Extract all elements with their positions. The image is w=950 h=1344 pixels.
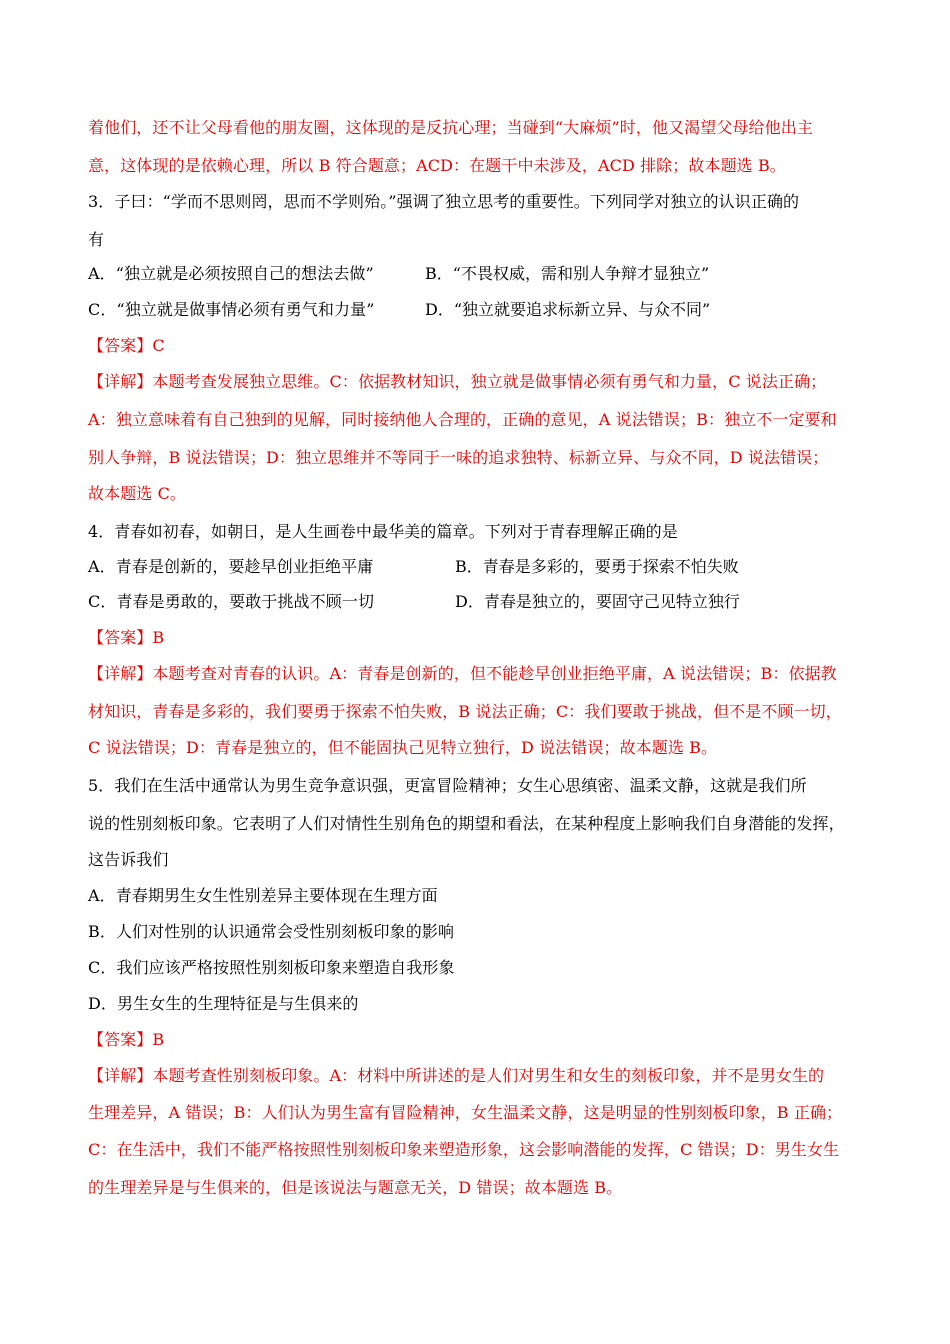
q3-stem-line-1: 3．子曰：“学而不思则罔，思而不学则殆。”强调了独立思考的重要性。下列同学对独立的认识正确的 (88, 192, 800, 211)
q3-option-d: D．“独立就要追求标新立异、与众不同” (425, 300, 711, 319)
q5-stem-line-2: 说的性别刻板印象。它表明了人们对情性生别角色的期望和看法，在某种程度上影响我们自身潜能的发挥， (88, 814, 845, 833)
q5-option-a: A．青春期男生女生性别差异主要体现在生理方面 (88, 886, 438, 905)
q4-option-a: A．青春是创新的，要趁早创业拒绝平庸 (88, 557, 374, 576)
q4-explanation-line-3: C 说法错误；D：青春是独立的，但不能固执己见特立独行，D 说法错误；故本题选 B。 (88, 738, 718, 757)
q3-option-b: B．“不畏权威，需和别人争辩才显独立” (425, 264, 710, 283)
q4-explanation-line-2: 材知识，青春是多彩的，我们要勇于探索不怕失败，B 说法正确；C：我们要敢于挑战，但不是不顾一切， (88, 702, 842, 721)
q3-explanation-line-2: A：独立意味着有自己独到的见解，同时接纳他人合理的，正确的意见，A 说法错误；B：独立不一定要和 (88, 410, 837, 429)
q4-answer: 【答案】B (88, 628, 165, 647)
q3-option-c: C．“独立就是做事情必须有勇气和力量” (88, 300, 375, 319)
q4-option-c: C．青春是勇敢的，要敢于挑战不顾一切 (88, 592, 375, 611)
prev-explanation-line-2: 意，这体现的是依赖心理，所以 B 符合题意；ACD：在题干中未涉及，ACD 排除；故本题选 B。 (88, 156, 786, 175)
q5-answer: 【答案】B (88, 1030, 165, 1049)
q4-explanation-line-1: 【详解】本题考查对青春的认识。A：青春是创新的，但不能趁早创业拒绝平庸，A 说法错误；B：依据教 (88, 664, 837, 683)
q5-explanation-line-4: 的生理差异是与生俱来的，但是该说法与题意无关，D 错误；故本题选 B。 (88, 1178, 623, 1197)
q5-stem-line-1: 5．我们在生活中通常认为男生竞争意识强，更富冒险精神；女生心思缜密、温柔文静，这就是我们所 (88, 776, 807, 795)
q3-stem-line-2: 有 (88, 230, 105, 249)
q5-stem-line-3: 这告诉我们 (88, 850, 169, 869)
q3-answer: 【答案】C (88, 336, 165, 355)
q3-option-a: A．“独立就是必须按照自己的想法去做” (88, 264, 374, 283)
q5-explanation-line-3: C：在生活中，我们不能严格按照性别刻板印象来塑造形象，这会影响潜能的发挥，C 错误；D：男生女生 (88, 1140, 840, 1159)
q4-option-b: B．青春是多彩的，要勇于探索不怕失败 (455, 557, 739, 576)
q5-option-c: C．我们应该严格按照性别刻板印象来塑造自我形象 (88, 958, 455, 977)
q5-explanation-line-2: 生理差异，A 错误；B：人们认为男生富有冒险精神，女生温柔文静，这是明显的性别刻板印象，B 正确； (88, 1103, 843, 1122)
q4-stem: 4．青春如初春，如朝日，是人生画卷中最华美的篇章。下列对于青春理解正确的是 (88, 522, 678, 541)
prev-explanation-line-1: 着他们，还不让父母看他的朋友圈，这体现的是反抗心理；当碰到“大麻烦”时，他又渴望父母给他出主 (88, 118, 813, 137)
q5-option-b: B．人们对性别的认识通常会受性别刻板印象的影响 (88, 922, 455, 941)
q5-option-d: D．男生女生的生理特征是与生俱来的 (88, 994, 359, 1013)
q3-explanation-line-3: 别人争辩，B 说法错误；D：独立思维并不等同于一味的追求独特、标新立异、与众不同，D 说法错误； (88, 448, 829, 467)
q4-option-d: D．青春是独立的，要固守己见特立独行 (455, 592, 740, 611)
q3-explanation-line-1: 【详解】本题考查发展独立思维。C：依据教材知识，独立就是做事情必须有勇气和力量，C 说法正确； (88, 372, 827, 391)
q5-explanation-line-1: 【详解】本题考查性别刻板印象。A：材料中所讲述的是人们对男生和女生的刻板印象，并不是男女生的 (88, 1066, 825, 1085)
q3-explanation-line-4: 故本题选 C。 (88, 484, 187, 503)
